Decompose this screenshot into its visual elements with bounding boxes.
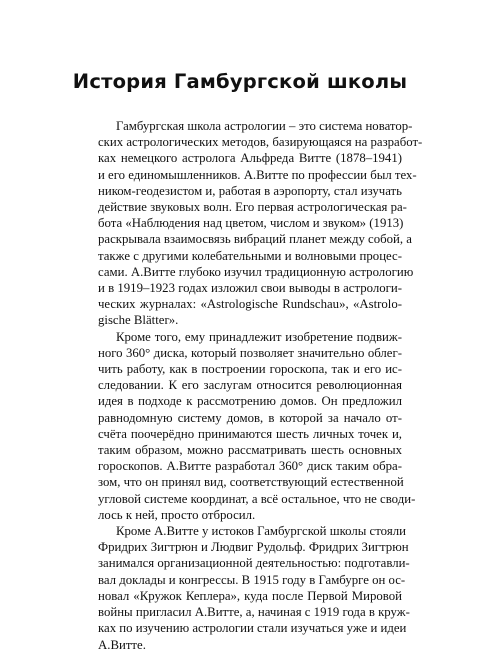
- paragraph: [98, 523, 410, 653]
- text-line: следовании. К его заслугам относится революционная: [98, 378, 402, 393]
- text-line: равнодомную систему домов, в которой за начало от-: [98, 410, 402, 425]
- text-line: бота «Наблюдения над цветом, числом и звуком» (1913): [98, 216, 404, 231]
- text-line: занимался организационной деятельностью: подготавли-: [98, 556, 410, 571]
- text-line: А.Витте.: [98, 637, 146, 652]
- text-line: также с другими колебательными и волновыми процес-: [98, 248, 402, 263]
- text-line: сами. А.Витте глубоко изучил традиционную астрологию: [98, 264, 414, 279]
- text-line: гороскопов. А.Витте разработал 360° диск таким обра-: [98, 459, 402, 474]
- text-line: раскрывала взаимосвязь вибраций планет между собой, а: [98, 232, 412, 247]
- paragraph: [98, 329, 416, 523]
- text-line: ного 360° диска, который позволяет значительно облег-: [98, 345, 402, 360]
- text-line: Кроме А.Витте у истоков Гамбургской школы стояли: [116, 524, 406, 539]
- paragraph: [98, 118, 423, 329]
- text-line: ках по изучению астрологии стали изучаться уже и идеи: [98, 621, 407, 636]
- text-line: и в 1919–1923 годах изложил свои выводы в астрологи-: [98, 281, 402, 296]
- text-line: Кроме того, ему принадлежит изобретение подвиж-: [116, 329, 402, 344]
- text-line: и его единомышленников. А.Витте по профессии был тех-: [98, 167, 417, 182]
- text-line: вал доклады и конгрессы. В 1915 году в Гамбурге он ос-: [98, 572, 406, 587]
- text-line: идея в подходе к рассмотрению домов. Он предложил: [98, 394, 402, 409]
- text-line: угловой системе координат, а всё остальное, что не своди-: [98, 491, 416, 506]
- text-line: Фридрих Зигтрюн и Людвиг Рудольф. Фридрих Зигтрюн: [98, 540, 409, 555]
- body-text: [98, 118, 423, 653]
- page-title: История Гамбургской школы: [72, 70, 408, 93]
- text-line: ских астрологических методов, базирующаяся на разработ-: [98, 135, 423, 150]
- text-line: войны пригласил А.Витте, а, начиная с 1919 года в круж-: [98, 605, 410, 620]
- text-line: ником-геодезистом и, работая в аэропорту, стал изучать: [98, 183, 402, 198]
- text-line: gische Blätter».: [98, 313, 179, 328]
- text-line: Гамбургская школа астрологии – это система новатор-: [116, 119, 413, 133]
- text-line: действие звуковых волн. Его первая астрологическая ра-: [98, 200, 407, 215]
- text-line: чить работу, как в построении гороскопа, так и его ис-: [98, 362, 402, 377]
- text-line: таким образом, можно рассматривать шесть основных: [98, 443, 402, 458]
- text-line: зом, что он принял вид, соответствующий естественной: [98, 475, 404, 490]
- text-line: ках немецкого астролога Альфреда Витте (1878–1941): [98, 151, 402, 166]
- text-line: новал «Кружок Кеплера», куда после Первой Мировой: [98, 588, 402, 603]
- text-line: счёта поочерёдно принимаются шесть личных точек и,: [98, 426, 402, 441]
- text-line: лось к ней, просто отбросил.: [98, 507, 256, 522]
- text-line: ческих журналах: «Astrologische Rundschau», «Astrolo-: [98, 297, 402, 312]
